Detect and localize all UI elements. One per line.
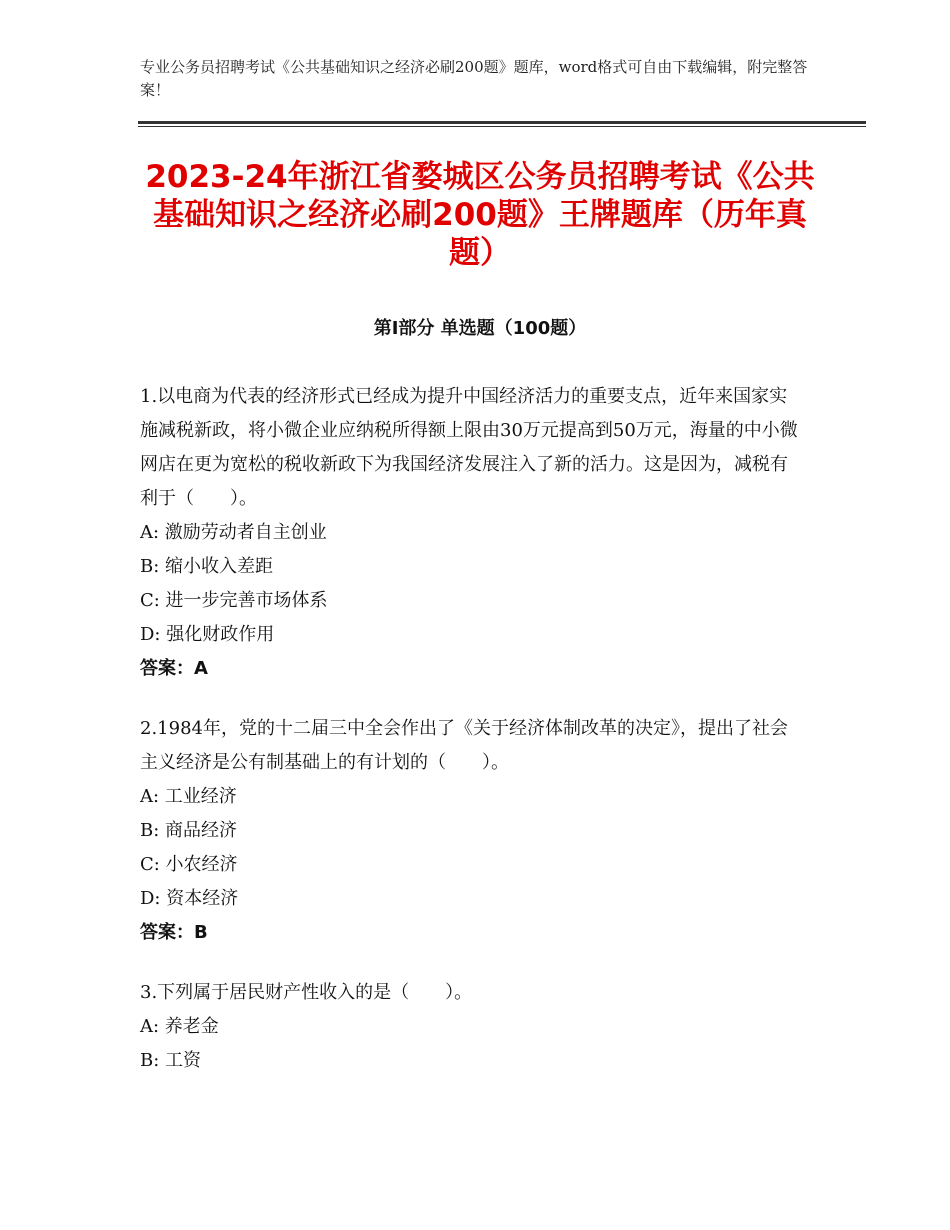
question-stem: 3.下列属于居民财产性收入的是（ ）。 bbox=[140, 982, 473, 1003]
option-d: D: 强化财政作用 bbox=[140, 624, 275, 645]
question-3 bbox=[140, 976, 805, 1078]
question-list bbox=[140, 380, 805, 1104]
option-b: B: 商品经济 bbox=[140, 820, 238, 841]
answer: 答案：B bbox=[140, 922, 208, 943]
option-b: B: 工资 bbox=[140, 1050, 202, 1071]
question-stem: 2.1984年，党的十二届三中全会作出了《关于经济体制改革的决定》，提出了社会主义经济是公有制基础上的有计划的（ ）。 bbox=[140, 718, 788, 773]
header-rule-thin bbox=[138, 126, 866, 127]
option-c: C: 小农经济 bbox=[140, 854, 238, 875]
header-rule-thick bbox=[138, 121, 866, 124]
question-stem: 1.以电商为代表的经济形式已经成为提升中国经济活力的重要支点，近年来国家实施减税新政，将小微企业应纳税所得额上限由30万元提高到50万元，海量的中小微网店在更为宽松的税收新政下为我国经济发展注入了新的活力。这是因为，减税有利于（ ）。 bbox=[140, 386, 798, 509]
document-title: 2023-24年浙江省婺城区公务员招聘考试《公共基础知识之经济必刷200题》王牌题库（历年真题） bbox=[145, 159, 815, 271]
option-c: C: 进一步完善市场体系 bbox=[140, 590, 328, 611]
option-a: A: 养老金 bbox=[140, 1016, 219, 1037]
answer: 答案：A bbox=[140, 658, 208, 679]
section-heading: 第I部分 单选题（100题） bbox=[373, 318, 587, 339]
question-2 bbox=[140, 712, 805, 950]
option-a: A: 工业经济 bbox=[140, 786, 237, 807]
header-note: 专业公务员招聘考试《公共基础知识之经济必刷200题》题库，word格式可自由下载编辑，附完整答案！ bbox=[140, 58, 808, 99]
option-b: B: 缩小收入差距 bbox=[140, 556, 274, 577]
question-1 bbox=[140, 380, 805, 686]
option-a: A: 激励劳动者自主创业 bbox=[140, 522, 327, 543]
option-d: D: 资本经济 bbox=[140, 888, 239, 909]
